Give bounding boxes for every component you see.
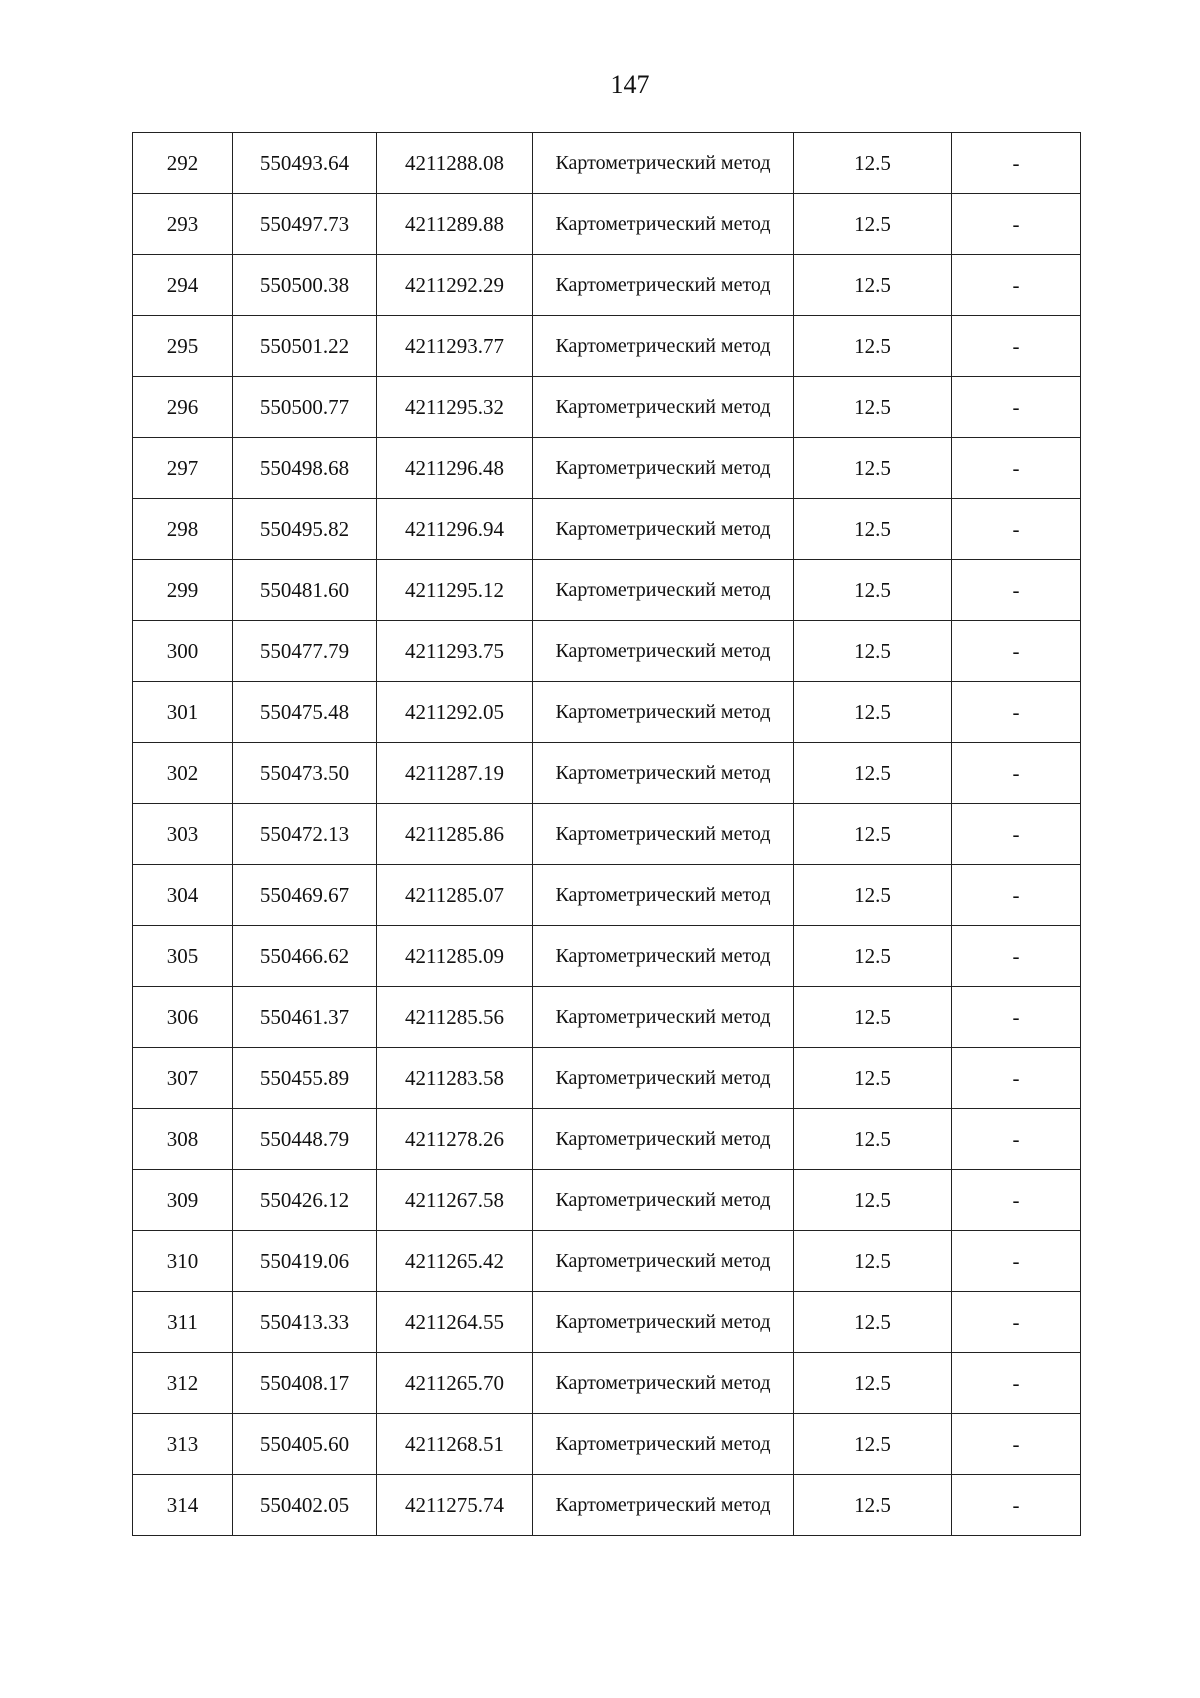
accuracy-cell: 12.5 <box>794 1414 952 1475</box>
point-number-cell: 307 <box>133 1048 233 1109</box>
point-number-cell: 304 <box>133 865 233 926</box>
x-coordinate-cell: 550477.79 <box>233 621 377 682</box>
table-row <box>133 133 1081 194</box>
x-coordinate-cell: 550473.50 <box>233 743 377 804</box>
y-coordinate-cell: 4211283.58 <box>377 1048 533 1109</box>
note-cell: - <box>952 194 1081 255</box>
method-cell: Картометрический метод <box>533 743 794 804</box>
method-cell: Картометрический метод <box>533 1414 794 1475</box>
accuracy-cell: 12.5 <box>794 1292 952 1353</box>
point-number-cell: 311 <box>133 1292 233 1353</box>
note-cell: - <box>952 1231 1081 1292</box>
note-cell: - <box>952 682 1081 743</box>
table-row <box>133 1109 1081 1170</box>
x-coordinate-cell: 550500.38 <box>233 255 377 316</box>
x-coordinate-cell: 550448.79 <box>233 1109 377 1170</box>
page-number: 147 <box>610 70 650 99</box>
y-coordinate-cell: 4211296.94 <box>377 499 533 560</box>
method-cell: Картометрический метод <box>533 987 794 1048</box>
x-coordinate-cell: 550498.68 <box>233 438 377 499</box>
point-number-cell: 301 <box>133 682 233 743</box>
point-number-cell: 314 <box>133 1475 233 1536</box>
method-cell: Картометрический метод <box>533 377 794 438</box>
y-coordinate-cell: 4211295.32 <box>377 377 533 438</box>
point-number-cell: 298 <box>133 499 233 560</box>
note-cell: - <box>952 133 1081 194</box>
point-number-cell: 295 <box>133 316 233 377</box>
accuracy-cell: 12.5 <box>794 1109 952 1170</box>
x-coordinate-cell: 550455.89 <box>233 1048 377 1109</box>
table-row <box>133 926 1081 987</box>
table-row <box>133 1292 1081 1353</box>
point-number-cell: 300 <box>133 621 233 682</box>
table-row <box>133 865 1081 926</box>
y-coordinate-cell: 4211268.51 <box>377 1414 533 1475</box>
accuracy-cell: 12.5 <box>794 682 952 743</box>
method-cell: Картометрический метод <box>533 621 794 682</box>
method-cell: Картометрический метод <box>533 560 794 621</box>
method-cell: Картометрический метод <box>533 194 794 255</box>
note-cell: - <box>952 255 1081 316</box>
accuracy-cell: 12.5 <box>794 194 952 255</box>
note-cell: - <box>952 1475 1081 1536</box>
method-cell: Картометрический метод <box>533 438 794 499</box>
method-cell: Картометрический метод <box>533 1109 794 1170</box>
note-cell: - <box>952 1170 1081 1231</box>
x-coordinate-cell: 550461.37 <box>233 987 377 1048</box>
accuracy-cell: 12.5 <box>794 1475 952 1536</box>
table-row <box>133 255 1081 316</box>
y-coordinate-cell: 4211287.19 <box>377 743 533 804</box>
y-coordinate-cell: 4211267.58 <box>377 1170 533 1231</box>
table-row <box>133 1475 1081 1536</box>
point-number-cell: 296 <box>133 377 233 438</box>
y-coordinate-cell: 4211265.42 <box>377 1231 533 1292</box>
table-row <box>133 1231 1081 1292</box>
x-coordinate-cell: 550413.33 <box>233 1292 377 1353</box>
table-row <box>133 1353 1081 1414</box>
note-cell: - <box>952 316 1081 377</box>
y-coordinate-cell: 4211289.88 <box>377 194 533 255</box>
x-coordinate-cell: 550481.60 <box>233 560 377 621</box>
x-coordinate-cell: 550408.17 <box>233 1353 377 1414</box>
note-cell: - <box>952 804 1081 865</box>
point-number-cell: 293 <box>133 194 233 255</box>
y-coordinate-cell: 4211296.48 <box>377 438 533 499</box>
note-cell: - <box>952 743 1081 804</box>
accuracy-cell: 12.5 <box>794 133 952 194</box>
note-cell: - <box>952 560 1081 621</box>
method-cell: Картометрический метод <box>533 133 794 194</box>
table-row <box>133 987 1081 1048</box>
accuracy-cell: 12.5 <box>794 560 952 621</box>
y-coordinate-cell: 4211275.74 <box>377 1475 533 1536</box>
method-cell: Картометрический метод <box>533 255 794 316</box>
point-number-cell: 312 <box>133 1353 233 1414</box>
method-cell: Картометрический метод <box>533 316 794 377</box>
point-number-cell: 308 <box>133 1109 233 1170</box>
accuracy-cell: 12.5 <box>794 1048 952 1109</box>
note-cell: - <box>952 499 1081 560</box>
y-coordinate-cell: 4211285.56 <box>377 987 533 1048</box>
table-row <box>133 804 1081 865</box>
accuracy-cell: 12.5 <box>794 804 952 865</box>
method-cell: Картометрический метод <box>533 1292 794 1353</box>
accuracy-cell: 12.5 <box>794 499 952 560</box>
point-number-cell: 305 <box>133 926 233 987</box>
method-cell: Картометрический метод <box>533 1353 794 1414</box>
y-coordinate-cell: 4211285.86 <box>377 804 533 865</box>
note-cell: - <box>952 1109 1081 1170</box>
x-coordinate-cell: 550402.05 <box>233 1475 377 1536</box>
point-number-cell: 313 <box>133 1414 233 1475</box>
point-number-cell: 303 <box>133 804 233 865</box>
x-coordinate-cell: 550405.60 <box>233 1414 377 1475</box>
accuracy-cell: 12.5 <box>794 926 952 987</box>
accuracy-cell: 12.5 <box>794 743 952 804</box>
note-cell: - <box>952 1048 1081 1109</box>
method-cell: Картометрический метод <box>533 682 794 743</box>
coordinates-table <box>132 132 1081 1536</box>
note-cell: - <box>952 1414 1081 1475</box>
point-number-cell: 309 <box>133 1170 233 1231</box>
y-coordinate-cell: 4211292.29 <box>377 255 533 316</box>
accuracy-cell: 12.5 <box>794 316 952 377</box>
y-coordinate-cell: 4211285.07 <box>377 865 533 926</box>
accuracy-cell: 12.5 <box>794 1353 952 1414</box>
x-coordinate-cell: 550500.77 <box>233 377 377 438</box>
table-row <box>133 682 1081 743</box>
point-number-cell: 302 <box>133 743 233 804</box>
x-coordinate-cell: 550419.06 <box>233 1231 377 1292</box>
note-cell: - <box>952 865 1081 926</box>
accuracy-cell: 12.5 <box>794 621 952 682</box>
method-cell: Картометрический метод <box>533 499 794 560</box>
y-coordinate-cell: 4211285.09 <box>377 926 533 987</box>
accuracy-cell: 12.5 <box>794 1170 952 1231</box>
table-row <box>133 194 1081 255</box>
x-coordinate-cell: 550469.67 <box>233 865 377 926</box>
method-cell: Картометрический метод <box>533 865 794 926</box>
table-row <box>133 1048 1081 1109</box>
x-coordinate-cell: 550466.62 <box>233 926 377 987</box>
table-row <box>133 560 1081 621</box>
point-number-cell: 299 <box>133 560 233 621</box>
point-number-cell: 310 <box>133 1231 233 1292</box>
x-coordinate-cell: 550497.73 <box>233 194 377 255</box>
note-cell: - <box>952 987 1081 1048</box>
point-number-cell: 292 <box>133 133 233 194</box>
note-cell: - <box>952 926 1081 987</box>
y-coordinate-cell: 4211295.12 <box>377 560 533 621</box>
point-number-cell: 306 <box>133 987 233 1048</box>
note-cell: - <box>952 621 1081 682</box>
x-coordinate-cell: 550495.82 <box>233 499 377 560</box>
accuracy-cell: 12.5 <box>794 987 952 1048</box>
accuracy-cell: 12.5 <box>794 438 952 499</box>
method-cell: Картометрический метод <box>533 1475 794 1536</box>
point-number-cell: 294 <box>133 255 233 316</box>
method-cell: Картометрический метод <box>533 1231 794 1292</box>
table-row <box>133 377 1081 438</box>
method-cell: Картометрический метод <box>533 1170 794 1231</box>
note-cell: - <box>952 377 1081 438</box>
point-number-cell: 297 <box>133 438 233 499</box>
table-row <box>133 1414 1081 1475</box>
table-row <box>133 1170 1081 1231</box>
x-coordinate-cell: 550493.64 <box>233 133 377 194</box>
y-coordinate-cell: 4211278.26 <box>377 1109 533 1170</box>
y-coordinate-cell: 4211265.70 <box>377 1353 533 1414</box>
y-coordinate-cell: 4211293.77 <box>377 316 533 377</box>
x-coordinate-cell: 550475.48 <box>233 682 377 743</box>
note-cell: - <box>952 438 1081 499</box>
x-coordinate-cell: 550426.12 <box>233 1170 377 1231</box>
method-cell: Картометрический метод <box>533 1048 794 1109</box>
table-row <box>133 438 1081 499</box>
y-coordinate-cell: 4211288.08 <box>377 133 533 194</box>
table-row <box>133 499 1081 560</box>
note-cell: - <box>952 1353 1081 1414</box>
note-cell: - <box>952 1292 1081 1353</box>
x-coordinate-cell: 550472.13 <box>233 804 377 865</box>
table-row <box>133 316 1081 377</box>
y-coordinate-cell: 4211293.75 <box>377 621 533 682</box>
coordinates-table-body <box>133 133 1081 1536</box>
accuracy-cell: 12.5 <box>794 1231 952 1292</box>
x-coordinate-cell: 550501.22 <box>233 316 377 377</box>
table-row <box>133 621 1081 682</box>
accuracy-cell: 12.5 <box>794 377 952 438</box>
table-row <box>133 743 1081 804</box>
method-cell: Картометрический метод <box>533 804 794 865</box>
y-coordinate-cell: 4211292.05 <box>377 682 533 743</box>
y-coordinate-cell: 4211264.55 <box>377 1292 533 1353</box>
accuracy-cell: 12.5 <box>794 865 952 926</box>
accuracy-cell: 12.5 <box>794 255 952 316</box>
method-cell: Картометрический метод <box>533 926 794 987</box>
